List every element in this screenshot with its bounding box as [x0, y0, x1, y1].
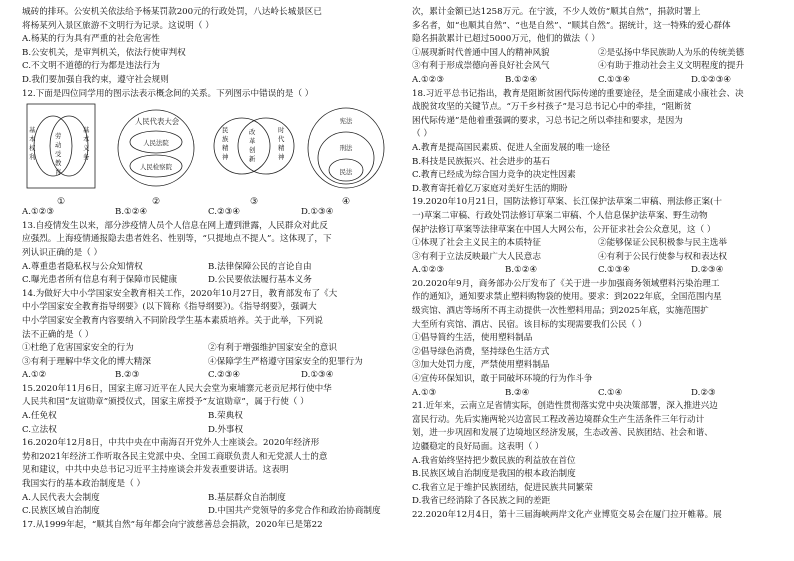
diagram-1 — [26, 102, 96, 208]
question-14-line: 法不正确的是（ ） — [22, 329, 94, 340]
question-21-line: 21.近年来，云南立足省情实际，创造性贯彻落实党中央决策部署，深入推进兴边 — [412, 401, 718, 412]
option-d: D.②③④ — [691, 265, 724, 276]
question-16-options — [22, 492, 394, 506]
option-a: A.任免权 — [22, 411, 57, 422]
question-20-line: 大至所有宾馆、酒店、民宿。该目标的实现需要我们公民（ ） — [412, 319, 647, 330]
option-a: A.人民代表大会制度 — [22, 492, 100, 503]
option-d: D.①②③④ — [691, 74, 732, 85]
option-c: C.我省立足于维护民族团结，促进民族共同繁荣 — [412, 482, 593, 493]
diagram-2-outer-label: 人民代表大会 — [134, 117, 180, 127]
question-20-line: 作的通知》，通知要求禁止塑料购物袋的使用。要求：到2022年底，全国范围内星 — [412, 292, 722, 303]
question-21-line: 划，进一步巩固和发展了边境地区经济发展，生态改善、民族团结、社会和谐、 — [412, 428, 713, 439]
question-16-line: 我国实行的基本政治制度是（ ） — [22, 479, 146, 490]
diagram-1-right-label: 基本义务 — [83, 126, 90, 162]
option-a: A.①② — [22, 370, 47, 381]
question-16-options — [22, 505, 394, 519]
item: ①展现新时代普通中国人的精神风貌 — [412, 47, 550, 58]
question-16-line: 见和建议，中共中央总书记习近平主持座谈会并发表重要讲话。这表明 — [22, 465, 289, 476]
option-b: B.科技是民族振兴、社会进步的基石 — [412, 156, 550, 167]
option: B.公安机关，是审判机关，依法行使审判权 — [22, 47, 186, 58]
option-c: C.②③④ — [208, 370, 241, 381]
question-14-items — [22, 356, 394, 370]
question-19-options — [412, 264, 784, 278]
option-c: C.立法权 — [22, 424, 57, 435]
option-a: A.教育是提高国民素质、促进人全面发展的唯一途径 — [412, 142, 611, 153]
diagram-2-inner-1-label: 人民法院 — [143, 139, 169, 148]
diagram-3 — [212, 102, 296, 208]
question-17-items — [412, 60, 784, 74]
question-15-options — [22, 410, 394, 424]
question-15-options — [22, 424, 394, 438]
diagram-4 — [306, 102, 386, 208]
question-12-stem: 12.下面是四位同学用的图示法表示概念间的关系。下列图示中错误的是（ ） — [22, 88, 314, 99]
diagram-3-number: ③ — [249, 197, 259, 208]
question-20-line: 20.2020年9月，商务部办公厅发布了《关于进一步加强商务领域塑料污染治理工 — [412, 278, 720, 289]
question-14-line: 中小学国家安全教育指导纲要》(以下简称《指导纲要》)。《指导纲要》，强调大 — [22, 302, 317, 313]
diagram-2-number: ② — [151, 197, 161, 208]
item: ④有利于公民行使参与权和表达权 — [598, 251, 727, 262]
item: ③有利于形成崇德向善良好社会风气 — [412, 61, 550, 72]
option-b: B.②③ — [115, 370, 140, 381]
concept-diagrams — [22, 102, 394, 206]
item: ③有利于理解中华文化的博大精深 — [22, 356, 151, 367]
question-17-options — [412, 74, 784, 88]
option-c: C.民族区域自治制度 — [22, 506, 100, 517]
question-21-line: 富民行动。先后实施两轮兴边富民工程改善边境群众生产生活条件三年行动计 — [412, 414, 705, 425]
text-line: 次，累计金额已达1258万元。在宁波，不少人效仿“顺其自然”，捐款时署上 — [412, 7, 701, 17]
diagram-1-number: ① — [56, 197, 66, 208]
item: ②有利于增强维护国家安全的意识 — [208, 343, 337, 354]
diagram-4-top-label: 宪法 — [339, 117, 353, 126]
left-column — [22, 6, 394, 532]
diagram-4-middle-label: 刑法 — [339, 144, 353, 153]
option-c: C.①④ — [598, 387, 623, 398]
option-c: C.曝光患者所有信息有利于保障市民健康 — [22, 275, 178, 286]
item: ①杜绝了危害国家安全的行为 — [22, 343, 134, 354]
item: ④有助于推动社会主义文明程度的提升 — [598, 61, 745, 72]
option-c: C.①③④ — [598, 74, 631, 85]
option-c: C.教育已经成为综合国力竞争的决定性因素 — [412, 170, 576, 181]
text-line: 城砖的排环。公安机关依法给予杨某罚款200元的行政处罚，八达岭长城景区已 — [22, 7, 322, 17]
text-line: 隐名捐款累计已超过5000万元，他们的做法（ ） — [412, 34, 600, 45]
option-b: B.①②④ — [505, 265, 538, 276]
item: ②能够保证公民积极参与民主选举 — [598, 238, 727, 249]
option-b: B.②④ — [505, 387, 530, 398]
option-b: B.民族区域自治制度是我国的根本政治制度 — [412, 469, 576, 480]
option-c: C.①③④ — [598, 265, 631, 276]
option-a: A.我省始终坚持把少数民族的利益放在首位 — [412, 455, 576, 466]
question-19-items — [412, 237, 784, 251]
option-a: A.①②③ — [412, 74, 445, 85]
diagram-2 — [116, 102, 196, 208]
option-b: B.①②④ — [115, 207, 148, 218]
question-17-line: 17.从1999年起，“顺其自然”每年都会向宁波慈善总会捐款，2020年已是第22 — [22, 519, 323, 530]
option-b: B.荣典权 — [208, 411, 243, 422]
right-column — [412, 6, 784, 523]
option: D.我们要加强自我约束，遵守社会规则 — [22, 74, 169, 85]
diagram-4-number: ④ — [341, 197, 351, 208]
question-14-options — [22, 369, 394, 383]
option-d: D.教育寄托着亿万家庭对美好生活的期盼 — [412, 183, 568, 194]
option-d: D.公民要依法履行基本义务 — [208, 275, 312, 286]
question-17-items — [412, 47, 784, 61]
option-a: A.尊重患者隐私权与公众知情权 — [22, 261, 143, 272]
diagram-3-center-label: 改革创新 — [249, 128, 256, 164]
item: ①体现了社会主义民主的本质特征 — [412, 238, 541, 249]
option-a: A.①③ — [412, 387, 437, 398]
question-22-line: 22.2020年12月4日，第十三届海峡两岸文化产业博览交易会在厦门拉开帷幕。展 — [412, 509, 722, 520]
option-d: D.中国共产党领导的多党合作和政治协商制度 — [208, 506, 381, 517]
diagram-2-inner-2-label: 人民检察院 — [140, 163, 172, 172]
option-d: D.②③ — [691, 387, 716, 398]
question-21-line: 边疆稳定的良好局面。这表明（ ） — [412, 442, 544, 452]
question-14-items — [22, 342, 394, 356]
question-19-line: 保护法修订草案等法律草案在中国人大网公布，公开征求社会公众意见，这（ ） — [412, 224, 716, 235]
question-19-line: 19.2020年10月21日，国防法修订草案、长江保护法草案二审稿、刑法修正案(十 — [412, 197, 722, 208]
option-a: A.①②③ — [22, 207, 55, 218]
option-c: C.②③④ — [208, 207, 241, 218]
question-13-line: 应强烈。上海疫情通报隐去患者姓名、性别等，“只提地点不提人”。这体现了，下 — [22, 234, 332, 245]
question-19-line: 一)草案二审稿、行政处罚法修订草案二审稿、个人信息保护法草案、野生动物 — [412, 210, 708, 221]
question-13-line: 13.自疫情发生以来，部分涉疫情人员个人信息在网上遭到泄露，人民群众对此反 — [22, 220, 328, 231]
diagram-4-bottom-label: 民法 — [339, 168, 353, 177]
option-a: A.①②③ — [412, 265, 445, 276]
question-20-line: 级宾馆、酒店等场所不再主动提供一次性塑料用品；到2025年底，实施范围扩 — [412, 306, 709, 317]
item: ④保障学生严格遵守国家安全的犯罪行为 — [208, 356, 363, 367]
question-16-line: 16.2020年12月8日，中共中央在中南海召开党外人士座谈会。2020年经济形 — [22, 438, 320, 449]
option: C.不文明不道德的行为都是违法行为 — [22, 61, 160, 72]
question-19-items — [412, 251, 784, 265]
question-13-options — [22, 274, 394, 288]
item: ③有利于立法反映最广大人民意志 — [412, 251, 541, 262]
question-13-line: 列认识正确的是（ ） — [22, 247, 103, 258]
question-18-line: 困代际传递”是他着重强调的要求，习总书记之所以牵挂和要求，是因为 — [412, 115, 683, 126]
question-18-line: （ ） — [412, 129, 432, 140]
question-18-line: 战脱贫攻坚的关键节点。“万千乡村孩子”是习总书记心中的牵挂，“阻断贫 — [412, 102, 692, 113]
option-b: B.基层群众自治制度 — [208, 492, 286, 503]
option-b: B.①②④ — [505, 74, 538, 85]
item: ④宣传环保知识，敢于同破坏环境的行为作斗争 — [412, 374, 593, 385]
question-13-options — [22, 261, 394, 275]
item: ②是弘扬中华民族助人为乐的传统美德 — [598, 47, 745, 58]
text-line: 多名者，如“也顺其自然”、“也是自然”、“顺其自然”。据统计，这一特殊的爱心群体 — [412, 20, 731, 31]
item: ③加大处罚力度，严禁使用塑料制品 — [412, 360, 550, 371]
text-line: 将杨某列入景区旅游不文明行为记录。这说明（ ） — [22, 20, 214, 31]
question-15-line: 15.2020年11月6日，国家主席习近平在人民大会堂为柬埔寨元老贡尼邦行使中华 — [22, 383, 332, 394]
item: ②倡导绿色消费，坚持绿色生活方式 — [412, 346, 550, 357]
option-b: B.法律保障公民的言论自由 — [208, 261, 312, 272]
diagram-3-right-label: 时代精神 — [278, 126, 285, 162]
diagram-1-left-label: 基本权利 — [29, 126, 36, 162]
option-d: D.①③④ — [301, 207, 334, 218]
question-16-line: 势和2021年经济工作听取各民主党派中央、全国工商联负责人和无党派人士的意 — [22, 451, 328, 462]
question-14-line: 14.为做好大中小学国家安全教育相关工作，2020年10月27日，教育部发布了《大 — [22, 288, 338, 299]
question-14-line: 中小学国家安全教育内容要纳入不同阶段学生基本素质培养。关于此举，下列说 — [22, 315, 323, 326]
question-15-line: 人民共和国“友谊勋章”颁授仪式，国家主席授予“友谊勋章”，属于行使（ ） — [22, 397, 309, 408]
question-18-line: 18.习近平总书记指出，教育是阻断贫困代际传递的重要途径，是全面建成小康社会、决 — [412, 88, 744, 99]
option-d: D.①③④ — [301, 370, 334, 381]
option: A.杨某的行为具有严重的社会危害性 — [22, 34, 160, 45]
diagram-3-left-label: 民族精神 — [222, 126, 229, 162]
option-d: D.外事权 — [208, 424, 244, 435]
question-20-options — [412, 387, 784, 401]
option-d: D.我省已经消除了各民族之间的差距 — [412, 496, 551, 507]
diagram-1-center-label: 劳动受教育 — [55, 132, 62, 177]
item: ①倡导简约生活，使用塑料制品 — [412, 333, 533, 344]
